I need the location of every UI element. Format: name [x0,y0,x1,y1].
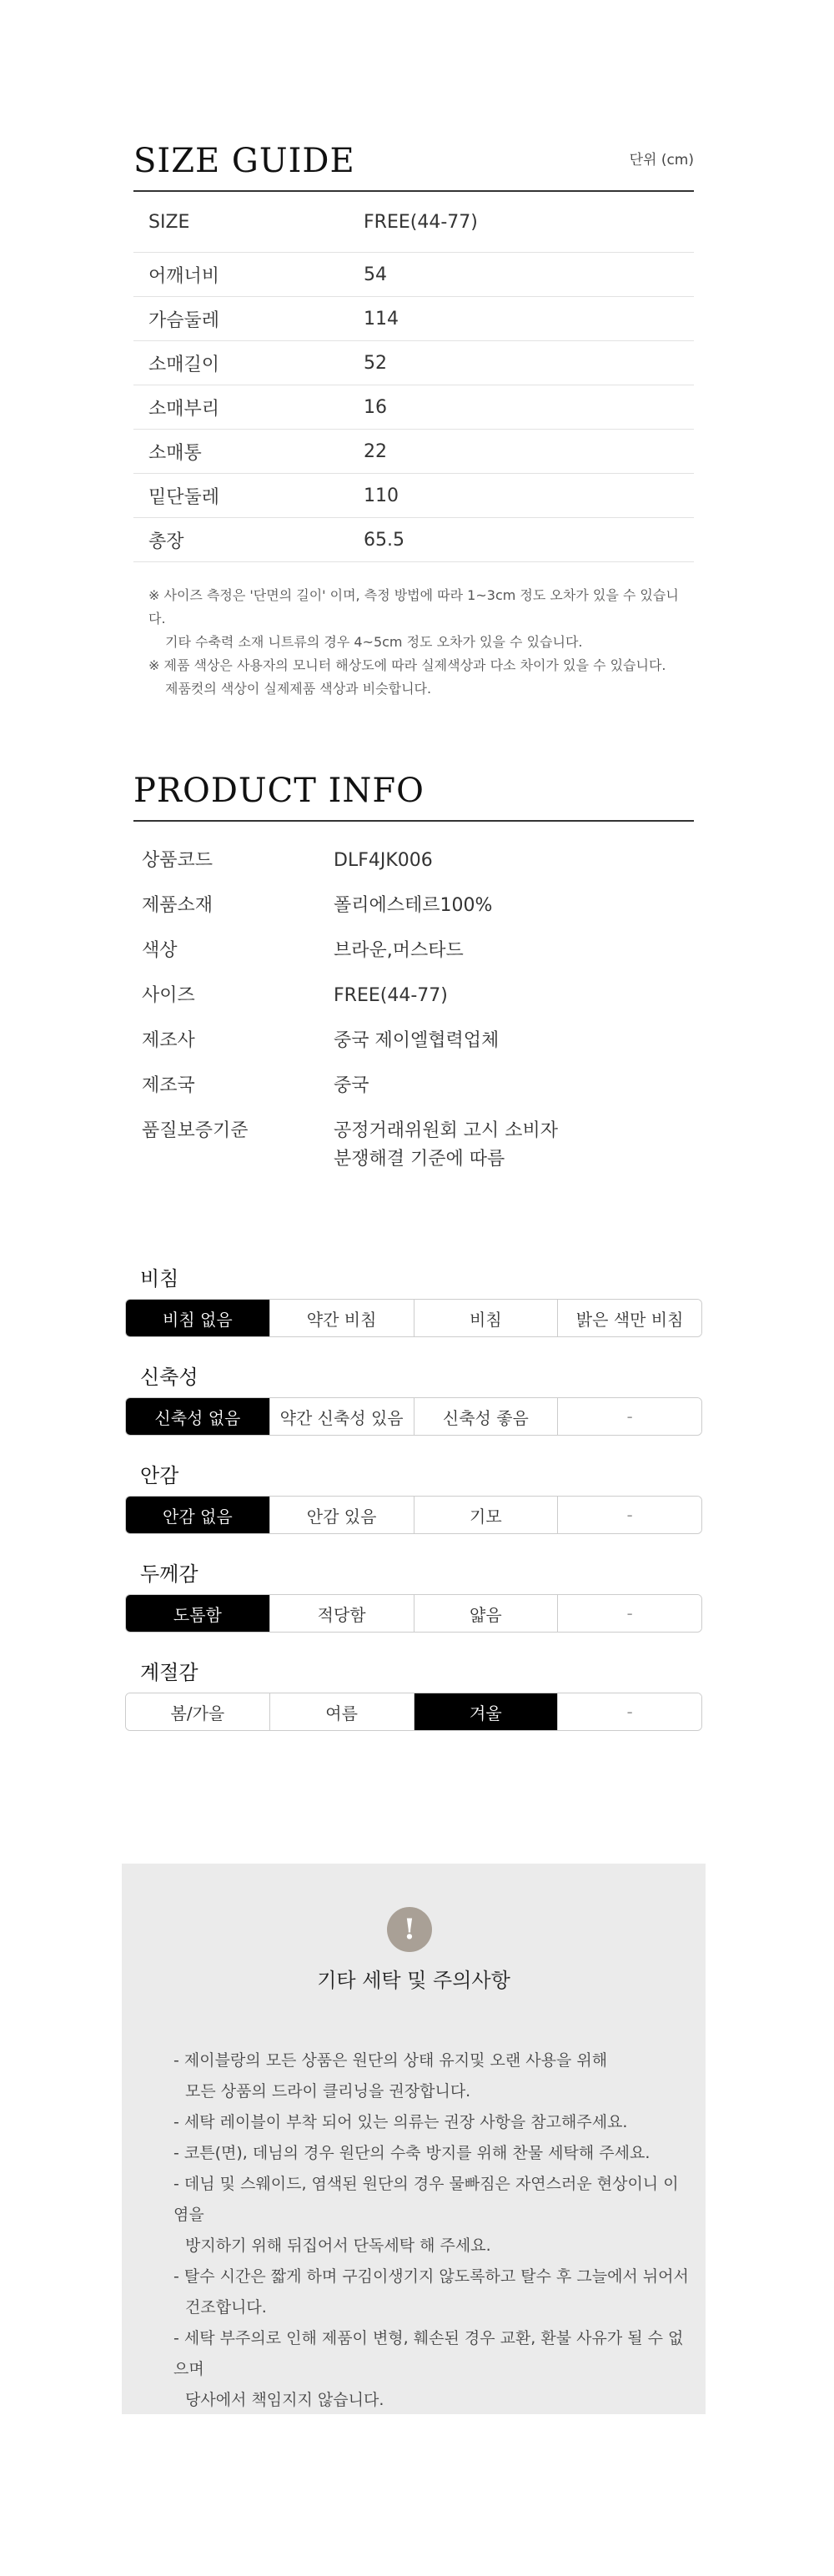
product-info-value-line: FREE(44-77) [334,985,448,1006]
attribute-option: 적당함 [270,1595,414,1632]
product-info-value-line: 중국 제이엘협력업체 [334,1030,500,1051]
product-info-label: 상품코드 [142,850,214,871]
size-unit-label: 단위 (cm) [629,152,694,169]
size-row [133,192,694,253]
product-info-row [133,892,694,920]
size-row-value: 54 [364,264,387,285]
attribute-option: 여름 [270,1693,414,1730]
product-info-row [133,1027,694,1055]
attribute-option: - [558,1398,701,1435]
product-info-value [334,1027,694,1055]
care-list-line: - 제이블랑의 모든 상품은 원단의 상태 유지및 오랜 사용을 위해 [173,2051,608,2070]
fabric-attributes [125,1264,702,1756]
product-info-row [133,847,694,875]
attribute-option: - [558,1693,701,1730]
product-info-value-line: 브라운,머스타드 [334,940,464,961]
product-info-value-line: 분쟁해결 기준에 따름 [334,1149,505,1170]
size-note: ※ 사이즈 측정은 '단면의 길이' 이며, 측정 방법에 따라 1~3cm 정도 오차가 있을 수 있습니다. [148,587,679,626]
attribute-option: 약간 신축성 있음 [270,1398,414,1435]
attribute-label: 계절감 [140,1661,198,1684]
attribute-option: - [558,1595,701,1632]
care-list-line: - 세탁 레이블이 부착 되어 있는 의류는 권장 사항을 참고해주세요. [173,2113,628,2131]
product-info-label: 사이즈 [142,985,195,1006]
attribute-option: 얇음 [414,1595,559,1632]
care-list-line: 당사에서 책임지지 않습니다. [185,2391,384,2409]
attribute-group [125,1559,702,1633]
size-note: 기타 수축력 소재 니트류의 경우 4~5cm 정도 오차가 있을 수 있습니다. [165,634,583,650]
product-info-value [334,892,694,920]
attribute-option-selected: 안감 없음 [126,1497,270,1533]
product-info-label: 제품소재 [142,895,214,916]
attribute-label: 신축성 [140,1366,198,1389]
size-row-value: 22 [364,440,387,462]
attribute-scale [125,1397,702,1436]
care-list-line: 건조합니다. [185,2298,267,2317]
size-row-label: SIZE [148,211,190,233]
attribute-label: 두께감 [140,1562,198,1586]
attribute-scale [125,1496,702,1534]
attribute-option: 비침 [414,1300,559,1336]
product-info-list [133,822,694,1174]
size-row-value: 110 [364,485,399,506]
attribute-label: 비침 [140,1267,179,1291]
product-info-header [133,772,694,822]
size-row [133,430,694,474]
product-info-value-line: 폴리에스테르100% [334,895,493,916]
product-info-value [334,1117,694,1174]
size-row [133,518,694,562]
size-row-value: 65.5 [364,529,404,551]
care-list-line: - 코튼(면), 데님의 경우 원단의 수축 방지를 위해 찬물 세탁해 주세요. [173,2144,651,2162]
product-info-label: 제조국 [142,1075,195,1096]
product-info-value-line: 공정거래위원회 고시 소비자 [334,1120,559,1141]
attribute-option: 안감 있음 [270,1497,414,1533]
size-row-label: 총장 [148,531,184,552]
size-row-value: 52 [364,352,387,374]
size-guide-section [133,142,694,701]
attribute-group [125,1264,702,1337]
care-list-line: - 탈수 시간은 짧게 하며 구김이생기지 않도록하고 탈수 후 그늘에서 뉘어서 [173,2267,689,2286]
attribute-scale [125,1594,702,1633]
product-info-value-line: DLF4JK006 [334,850,433,871]
attribute-option: 밝은 색만 비침 [558,1300,701,1336]
care-list-line: - 데님 및 스웨이드, 염색된 원단의 경우 물빠짐은 자연스러운 현상이니 이염을 [173,2175,679,2224]
care-instructions-box [122,1864,706,2414]
product-info-value [334,982,694,1010]
size-row [133,341,694,385]
size-note: ※ 제품 색상은 사용자의 모니터 해상도에 따라 실제색상과 다소 차이가 있을 수 있습니다. [148,657,666,673]
size-row-label: 가슴둘레 [148,309,220,331]
care-list [173,2045,691,2416]
attribute-group [125,1658,702,1731]
care-title: 기타 세탁 및 주의사항 [317,1969,510,1992]
attribute-label: 안감 [140,1464,179,1487]
product-info-section [133,772,694,1174]
size-row-value: FREE(44-77) [364,211,478,233]
product-info-value [334,937,694,965]
product-info-value-line: 중국 [334,1075,369,1096]
size-row-value: 114 [364,308,399,330]
attribute-scale [125,1693,702,1731]
attribute-option: - [558,1497,701,1533]
care-list-line: - 세탁 부주의로 인해 제품이 변형, 훼손된 경우 교환, 환불 사유가 될 수 없으며 [173,2329,684,2378]
size-notes [133,584,694,701]
product-info-value [334,847,694,875]
size-row [133,474,694,518]
attribute-group [125,1461,702,1534]
size-guide-title: SIZE GUIDE [133,142,355,180]
size-row-label: 밑단둘레 [148,486,220,508]
attribute-scale [125,1299,702,1337]
size-row-label: 소매통 [148,442,202,464]
product-info-row [133,982,694,1010]
product-info-label: 품질보증기준 [142,1120,249,1141]
product-info-title: PRODUCT INFO [133,772,425,810]
attribute-option-selected: 비침 없음 [126,1300,270,1336]
attribute-option: 약간 비침 [270,1300,414,1336]
attribute-group [125,1362,702,1436]
size-row-label: 소매길이 [148,354,220,375]
size-row [133,385,694,430]
size-row [133,297,694,341]
product-info-label: 제조사 [142,1030,195,1051]
size-row-value: 16 [364,396,387,418]
product-info-row [133,937,694,965]
size-row-label: 소매부리 [148,398,220,420]
size-guide-header [133,142,694,192]
attribute-option: 기모 [414,1497,559,1533]
attribute-option-selected: 신축성 없음 [126,1398,270,1435]
size-row [133,253,694,297]
care-list-line: 모든 상품의 드라이 클리닝을 권장합니다. [185,2082,471,2101]
product-info-row [133,1117,694,1174]
product-info-row [133,1072,694,1100]
attribute-option-selected: 도톰함 [126,1595,270,1632]
attribute-option: 봄/가을 [126,1693,270,1730]
product-info-label: 색상 [142,940,178,961]
exclamation-icon: ! [387,1907,432,1952]
size-table [133,192,694,562]
size-row-label: 어깨너비 [148,265,220,287]
product-info-value [334,1072,694,1100]
size-note: 제품컷의 색상이 실제제품 색상과 비슷합니다. [165,681,432,697]
attribute-option-selected: 겨울 [414,1693,559,1730]
care-list-line: 방지하기 위해 뒤집어서 단독세탁 해 주세요. [185,2236,491,2255]
attribute-option: 신축성 좋음 [414,1398,559,1435]
